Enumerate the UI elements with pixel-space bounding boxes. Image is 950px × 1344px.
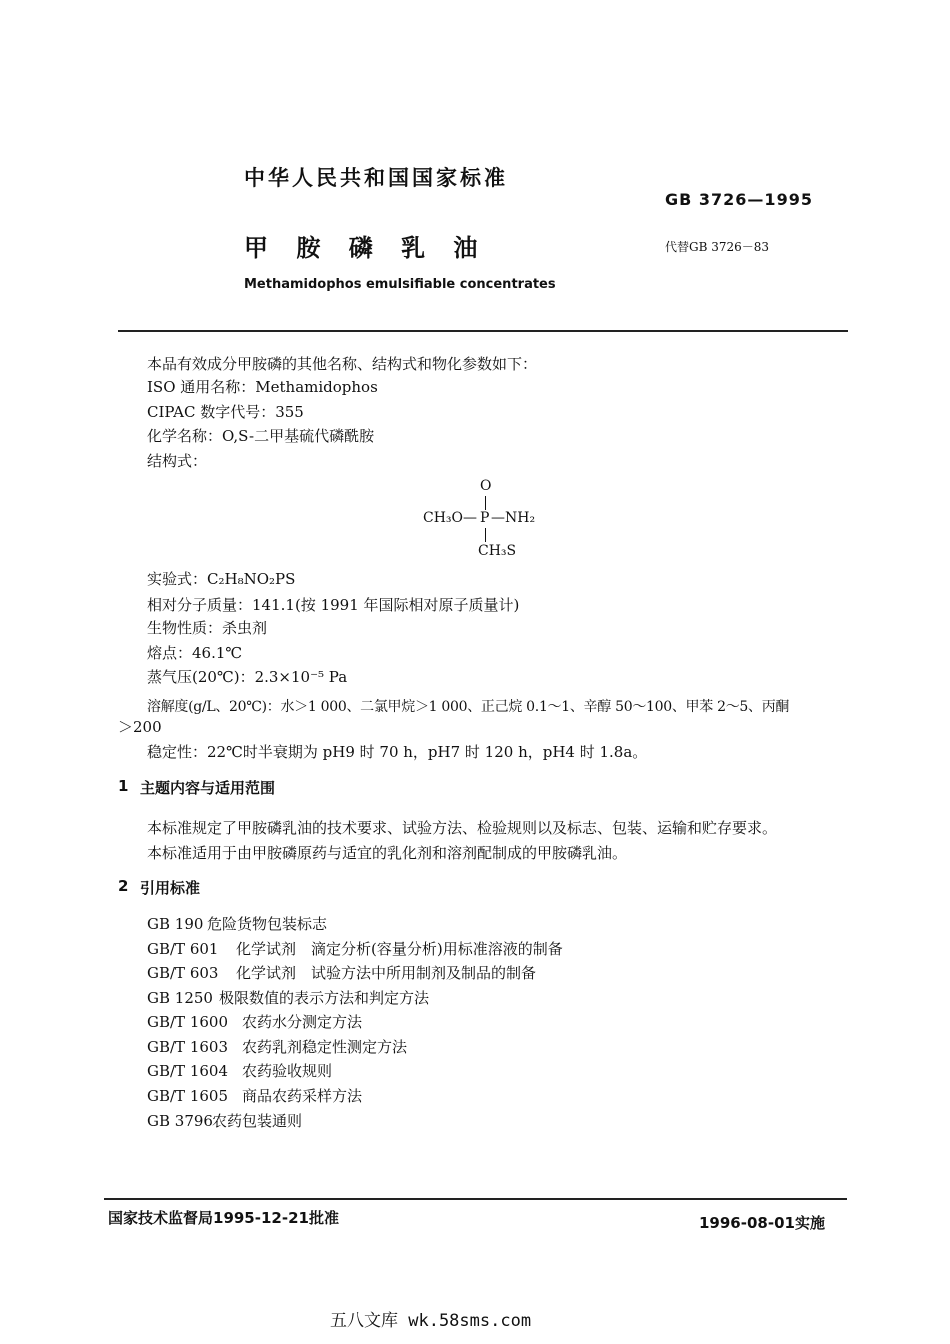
formula-bottom-group: CH₃S xyxy=(478,543,517,559)
solubility-line-2: ＞200 xyxy=(118,718,162,736)
biological-property: 生物性质：杀虫剂 xyxy=(147,619,268,637)
section-1-paragraph-1: 本标准规定了甲胺磷乳油的技术要求、试验方法、检验规则以及标志、包装、运输和贮存要求。 xyxy=(147,819,778,837)
formula-double-bond xyxy=(485,496,486,510)
structure-label: 结构式： xyxy=(147,452,208,470)
section-2-number: 2 xyxy=(118,877,129,895)
formula-right-group: —NH₂ xyxy=(491,510,536,526)
title-en: Methamidophos emulsifiable concentrates xyxy=(244,277,556,292)
reference-item xyxy=(147,962,536,983)
formula-phosphorus: P xyxy=(480,510,490,526)
iso-name: ISO 通用名称：Methamidophos xyxy=(147,378,378,396)
reference-title: 农药乳剂稳定性测定方法 xyxy=(242,1038,408,1056)
approval-note: 国家技术监督局1995-12-21批准 xyxy=(108,1209,339,1227)
title-cn: 甲 胺 磷 乳 油 xyxy=(244,234,488,262)
national-standard-heading: 中华人民共和国国家标准 xyxy=(244,166,508,190)
reference-title: 商品农药采样方法 xyxy=(242,1087,363,1105)
header-divider xyxy=(118,330,848,332)
standard-code: GB 3726—1995 xyxy=(665,190,813,209)
vapor-pressure: 蒸气压(20℃)：2.3×10⁻⁵ Pa xyxy=(147,668,348,686)
reference-item xyxy=(147,938,563,959)
empirical-formula: 实验式：C₂H₈NO₂PS xyxy=(147,570,296,588)
reference-code: GB 3796 xyxy=(147,1112,213,1130)
formula-oxygen: O xyxy=(480,478,492,494)
melting-point: 熔点：46.1℃ xyxy=(147,644,243,662)
reference-code: GB 1250 xyxy=(147,989,213,1007)
cipac-code: CIPAC 数字代号：355 xyxy=(147,403,304,421)
section-1-paragraph-2: 本标准适用于由甲胺磷原药与适宜的乳化剂和溶剂配制成的甲胺磷乳油。 xyxy=(147,844,628,862)
reference-code: GB/T 603 xyxy=(147,964,219,982)
reference-title: 化学试剂 试验方法中所用制剂及制品的制备 xyxy=(236,964,537,982)
reference-code: GB 190 xyxy=(147,915,204,933)
footer-divider xyxy=(104,1198,847,1200)
effective-date: 1996-08-01实施 xyxy=(699,1214,825,1232)
formula-left-group: CH₃O— xyxy=(423,510,478,526)
solubility-line-1: 溶解度(g/L、20℃)：水＞1 000、二氯甲烷＞1 000、正己烷 0.1～1、辛醇 50～100、甲苯 2～5、丙酮 xyxy=(147,699,790,715)
section-2-title: 引用标准 xyxy=(140,879,201,897)
watermark: 五八文库 wk.58sms.com xyxy=(330,1311,532,1331)
reference-item xyxy=(147,1060,332,1081)
reference-item xyxy=(147,1085,362,1106)
reference-title: 农药包装通则 xyxy=(212,1112,303,1130)
molecular-mass: 相对分子质量：141.1(按 1991 年国际相对原子质量计) xyxy=(147,596,520,614)
reference-code: GB/T 1600 xyxy=(147,1013,229,1031)
section-1-title: 主题内容与适用范围 xyxy=(140,779,276,797)
reference-title: 危险货物包装标志 xyxy=(207,915,328,933)
reference-item xyxy=(147,1110,302,1131)
section-1-number: 1 xyxy=(118,777,129,795)
formula-single-bond xyxy=(485,528,486,542)
replaces-note: 代替GB 3726－83 xyxy=(665,240,770,254)
reference-item xyxy=(147,1036,407,1057)
reference-title: 化学试剂 滴定分析(容量分析)用标准溶液的制备 xyxy=(236,940,563,958)
stability: 稳定性：22℃时半衰期为 pH9 时 70 h，pH7 时 120 h，pH4 时 1.8a。 xyxy=(147,743,648,761)
reference-item xyxy=(147,913,327,934)
chemical-name: 化学名称：O,S-二甲基硫代磷酰胺 xyxy=(147,427,375,445)
reference-title: 农药验收规则 xyxy=(242,1062,333,1080)
reference-code: GB/T 1605 xyxy=(147,1087,229,1105)
reference-title: 农药水分测定方法 xyxy=(242,1013,363,1031)
intro-line: 本品有效成分甲胺磷的其他名称、结构式和物化参数如下： xyxy=(147,355,538,373)
reference-title: 极限数值的表示方法和判定方法 xyxy=(219,989,430,1007)
reference-item xyxy=(147,1011,362,1032)
reference-code: GB/T 1604 xyxy=(147,1062,229,1080)
reference-code: GB/T 601 xyxy=(147,940,219,958)
reference-code: GB/T 1603 xyxy=(147,1038,229,1056)
reference-item xyxy=(147,987,429,1008)
